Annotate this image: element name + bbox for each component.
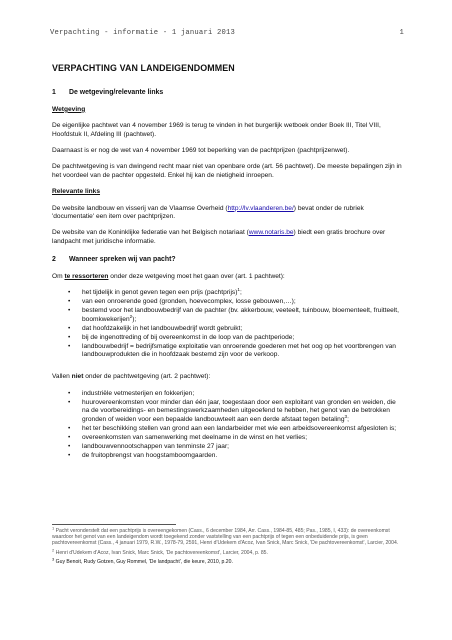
section-title: Wanneer spreken wij van pacht? bbox=[69, 256, 176, 264]
paragraph-link-notaris bbox=[52, 229, 404, 246]
paragraph: De eigenlijke pachtwet van 4 november 1969 is terug te vinden in het burgerlijk wetboek onder Boek III, Titel VIII, Hoofdstuk II, Afdeling III (pachtwet). bbox=[52, 122, 381, 138]
item-text: industriële vetmesterijen en fokkerijen; bbox=[82, 389, 195, 397]
item-tail: ; bbox=[347, 415, 349, 423]
paragraph-link-vlaanderen bbox=[52, 205, 404, 222]
list-item bbox=[82, 452, 404, 460]
paragraph-exclusions bbox=[52, 373, 404, 381]
item-text: dat hoofdzakelijk in het landbouwbedrijf wordt gebruikt; bbox=[82, 324, 243, 332]
list-item bbox=[82, 390, 404, 398]
text: Om bbox=[52, 272, 65, 280]
footnote-number: 3 bbox=[52, 556, 55, 562]
footnote-number: 1 bbox=[52, 525, 55, 531]
section-heading-1 bbox=[52, 89, 404, 97]
text: ) bevat onder de rubriek 'documentatie' een item over pachtprijzen. bbox=[52, 204, 364, 221]
list-item bbox=[82, 307, 404, 324]
document-body bbox=[52, 64, 404, 468]
text: De website landbouw en visserij van de Vlaamse Overheid ( bbox=[52, 204, 228, 212]
emphasis: te ressorteren bbox=[64, 272, 109, 280]
text: onder de pachtwetgeving (art. 2 pachtwet): bbox=[83, 373, 211, 381]
footnote-ref[interactable]: 3 bbox=[344, 413, 348, 419]
item-text: overeenkomsten van samenwerking met deelname in de winst en het verlies; bbox=[82, 433, 308, 441]
footnote-text: Pacht veronderstelt dat een pachtprijs is overeengekomen (Cass., 6 december 1984, Arr. Cass., 1984-85, 485; Pas., 1985, I, 433): de overeenkomst waardoor het genot van een landeigendom wordt toegekend zonder vaststelling van een pachtprijs of tegen een onbeduidende prijs, is geen pachtovereenkomst (Cass., 4 januari 1979, R.W., 1978-79, 2591, Henri d'Udekem d'Acoz, Ivan Snick, Marc Snick, 'De pachtovereenkomst', Larcier, 2004. bbox=[52, 528, 399, 547]
list-item bbox=[82, 425, 404, 433]
list-item bbox=[82, 325, 404, 333]
section-title: De wetgeving/relevante links bbox=[69, 89, 164, 97]
footnote-separator bbox=[52, 524, 176, 525]
emphasis: niet bbox=[71, 373, 84, 381]
criteria-list bbox=[52, 286, 404, 359]
running-header bbox=[50, 29, 404, 37]
section-number: 2 bbox=[52, 256, 56, 264]
footnote-ref[interactable]: 1 bbox=[237, 286, 240, 292]
item-text: de fruitopbrengst van hoogstamboomgaarden. bbox=[82, 451, 218, 459]
item-tail: ); bbox=[132, 315, 137, 323]
header-title: Verpachting - informatie - 1 januari 2013 bbox=[50, 29, 236, 37]
link-vlaanderen[interactable]: http://lv.vlaanderen.be/ bbox=[227, 204, 294, 212]
text: ) biedt een gratis brochure over landpacht met juridische informatie. bbox=[52, 229, 386, 245]
item-text: het ter beschikking stellen van grond aan een landarbeider met wie een arbeidsovereenkomst afgesloten is; bbox=[82, 424, 397, 432]
item-text: bestemd voor het landbouwbedrijf van de pachter (bv. akkerbouw, veeteelt, tuinbouw, bloementeelt, fruitteelt, boomkwekerijen bbox=[82, 307, 399, 323]
list-item bbox=[82, 399, 404, 424]
text: De website van de Koninklijke federatie van het Belgisch notariaat ( bbox=[52, 229, 249, 237]
subheading-relevante-links: Relevante links bbox=[52, 188, 101, 196]
item-tail: ; bbox=[239, 289, 242, 297]
item-text: bij de ingenottreding of bij overeenkomst in de loop van de pachtperiode; bbox=[82, 333, 295, 341]
footnote-ref[interactable]: 2 bbox=[129, 313, 133, 319]
section-number: 1 bbox=[52, 89, 56, 97]
paragraph: De pachtwetgeving is van dwingend recht maar niet van openbare orde (art. 56 pachtwet). De meeste bepalingen zijn in het voordeel van de pachter opgesteld. Enkel hij kan de nietigheid inroepen. bbox=[52, 163, 402, 179]
footnote bbox=[52, 546, 404, 556]
item-text: het tijdelijk in genot geven tegen een prijs (pachtprijs) bbox=[82, 289, 238, 297]
paragraph: Daarnaast is er nog de wet van 4 november 1969 tot beperking van de pachtprijzen (pachtprijzenwet). bbox=[52, 147, 350, 155]
footnote-number: 2 bbox=[52, 546, 55, 552]
page-number: 1 bbox=[399, 29, 404, 37]
subheading-wetgeving: Wetgeving bbox=[52, 105, 86, 113]
item-text: landbouwvennootschappen van tenminste 27 jaar; bbox=[82, 442, 229, 450]
exclusions-list bbox=[52, 390, 404, 460]
list-item bbox=[82, 343, 404, 360]
text: Vallen bbox=[52, 373, 72, 381]
document-title: VERPACHTING VAN LANDEIGENDOMMEN bbox=[52, 63, 235, 73]
footnote-text: Guy Benoit, Rudy Gotzen, Guy Rommel, 'De landpacht', die keure, 2010, p.20. bbox=[55, 558, 233, 565]
list-item bbox=[82, 334, 404, 342]
paragraph-intro bbox=[52, 273, 404, 281]
list-item bbox=[82, 286, 404, 297]
item-text: huurovereenkomsten voor minder dan één jaar, toegestaan door een exploitant van gronden en weiden, die na de voorbereidings- en bemestingswerkzaamheden uitgeoefend te hebben, het genot van de betrokken gronden of weiden voor een bepaalde landbouwteelt aan een derde afstaat tegen betaling bbox=[82, 398, 396, 423]
list-item bbox=[82, 434, 404, 442]
footnotes bbox=[52, 525, 404, 568]
section-heading-2 bbox=[52, 256, 404, 264]
list-item bbox=[82, 298, 404, 306]
footnote bbox=[52, 556, 404, 565]
list-item bbox=[82, 443, 404, 451]
link-notaris[interactable]: www.notaris.be bbox=[248, 229, 294, 237]
footnote-text: Henri d'Udekem d'Acoz, Ivan Snick, Marc Snick, 'De pachtovereenkomst', Larcier, 2004, p. 85. bbox=[55, 549, 268, 556]
item-text: van een onroerende goed (gronden, hoevecomplex, losse gebouwen,…); bbox=[82, 298, 296, 306]
item-text: landbouwbedrijf = bedrijfsmatige exploitatie van onroerende goederen met het oog op het voortbrengen van landbouwprodukten die in hoofdzaak bestemd zijn voor de verkoop. bbox=[82, 342, 396, 358]
text: onder deze wetgeving moet het gaan over (art. 1 pachtwet): bbox=[108, 272, 285, 280]
footnote bbox=[52, 525, 404, 547]
